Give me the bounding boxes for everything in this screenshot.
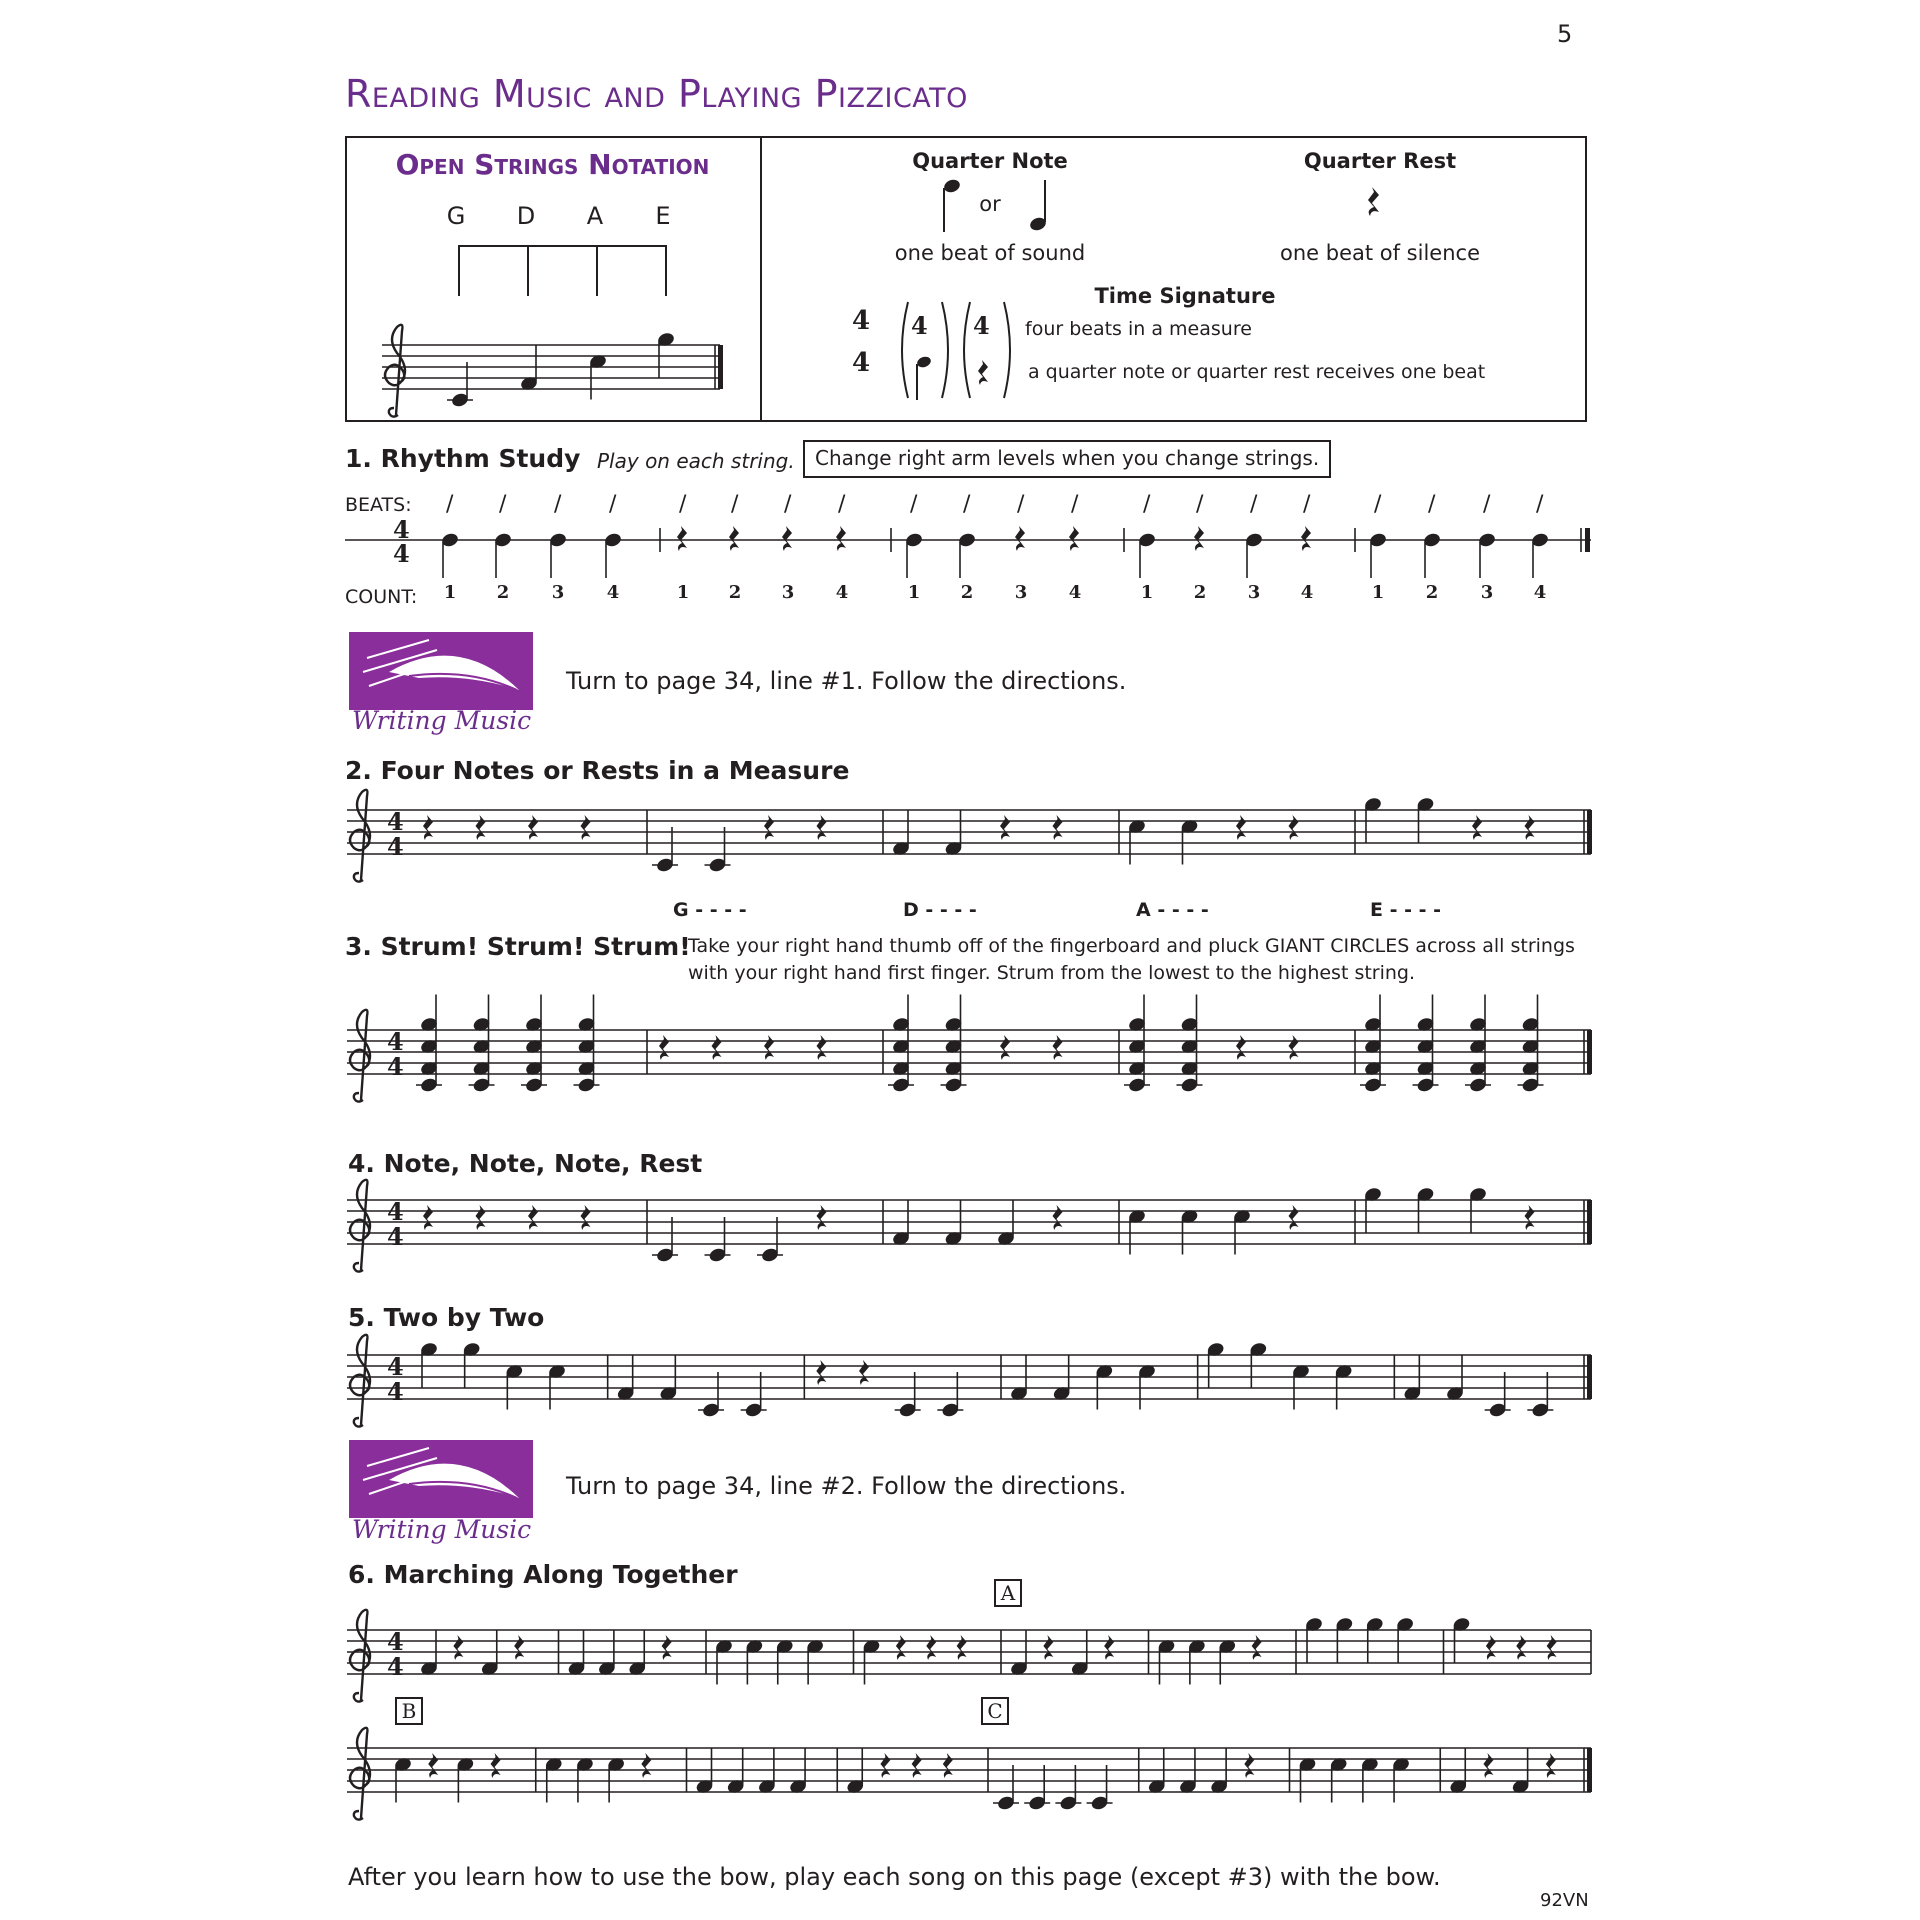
quarter-rest-icon: [1236, 1035, 1246, 1060]
quarter-rest-icon: [1289, 1205, 1299, 1230]
quarter-rest-icon: [1252, 1635, 1262, 1660]
beats-label: BEATS:: [345, 494, 412, 516]
ex2-title: 2. Four Notes or Rests in a Measure: [345, 756, 850, 785]
ex4-staff: [345, 1170, 1595, 1280]
beat-mark: /: [446, 492, 454, 517]
count-label: COUNT:: [345, 586, 418, 608]
count-number: 4: [606, 582, 620, 603]
count-number: 1: [907, 582, 921, 603]
quarter-rest-icon: [528, 1205, 538, 1230]
final-barline-thick: [1587, 1030, 1592, 1074]
count-number: 1: [676, 582, 690, 603]
open-strings-title: Open Strings Notation: [395, 148, 710, 181]
count-number: 4: [835, 582, 849, 603]
time-signature-top: 4: [387, 807, 404, 836]
count-number: 1: [1371, 582, 1385, 603]
quarter-rest-icon: [729, 526, 739, 551]
quarter-rest-icon: [1194, 526, 1204, 551]
quarter-note-or: or: [979, 192, 1001, 216]
rhythm-line: [345, 510, 1595, 590]
beat-mark: /: [963, 492, 971, 517]
beat-mark: /: [609, 492, 617, 517]
count-number: 3: [1480, 582, 1494, 603]
quarter-rest-icon: [764, 1035, 774, 1060]
time-signature-bottom: 4: [387, 1052, 404, 1081]
time-signature-bottom: 4: [387, 1377, 404, 1406]
quarter-rest-icon: [764, 815, 774, 840]
beat-mark: /: [1250, 492, 1258, 517]
quarter-rest-icon: [1301, 526, 1311, 551]
footer-instruction: After you learn how to use the bow, play each song on this page (except #3) with the bow.: [348, 1863, 1441, 1891]
quarter-rest-icon: [1000, 815, 1010, 840]
count-number: 2: [728, 582, 742, 603]
beat-mark: /: [1196, 492, 1204, 517]
quarter-note-title: Quarter Note: [912, 149, 1068, 173]
time-signature-bottom: 4: [387, 1652, 404, 1681]
quarter-rest-icon: [453, 1635, 463, 1660]
ex2-label-d: D - - - -: [903, 899, 977, 921]
quarter-rest-icon: [817, 1035, 827, 1060]
ex3-text-line2: with your right hand first finger. Strum from the lowest to the highest string.: [688, 962, 1416, 984]
beat-mark: /: [784, 492, 792, 517]
quarter-rest-icon: [926, 1635, 936, 1660]
rehearsal-mark-b: B: [395, 1697, 423, 1725]
ex1-instruction: Play on each string.: [597, 449, 795, 473]
time-signature-bottom: 4: [387, 832, 404, 861]
quarter-rest-icon: [817, 1205, 827, 1230]
page-title: Reading Music and Playing Pizzicato: [345, 72, 968, 116]
quarter-rest-icon: [491, 1753, 501, 1778]
writing-music-label-2: Writing Music: [352, 1515, 532, 1544]
ex5-title: 5. Two by Two: [348, 1303, 545, 1332]
beat-mark: /: [499, 492, 507, 517]
quarter-rest-title: Quarter Rest: [1303, 149, 1457, 173]
quarter-rest-icon: [836, 526, 846, 551]
ex6-staff-line1: [345, 1600, 1595, 1710]
quarter-rest-icon: [859, 1360, 869, 1385]
treble-clef-icon: [350, 1010, 370, 1102]
count-number: 1: [1140, 582, 1154, 603]
treble-clef-icon: [350, 790, 370, 882]
page-number: 5: [1557, 20, 1573, 48]
time-signature-top-text: four beats in a measure: [1025, 318, 1252, 340]
quarter-rest-icon: [476, 815, 486, 840]
treble-clef-icon: [350, 1610, 370, 1702]
beat-mark: /: [1303, 492, 1311, 517]
quarter-rest-icon: [1053, 815, 1063, 840]
beat-mark: /: [838, 492, 846, 517]
quarter-rest-icon: [1289, 1035, 1299, 1060]
quarter-rest-icon: [1483, 1753, 1493, 1778]
quarter-rest-icon: [423, 815, 433, 840]
count-number: 2: [960, 582, 974, 603]
count-number: 3: [781, 582, 795, 603]
quarter-rest-icon: [1472, 815, 1482, 840]
quarter-rest-icon: [1525, 815, 1535, 840]
quarter-rest-icon: [423, 1205, 433, 1230]
quill-icon: [349, 1440, 533, 1518]
quarter-rest-caption: one beat of silence: [1279, 241, 1480, 265]
time-signature-bottom: 4: [393, 539, 410, 568]
writing-music-text-2: Turn to page 34, line #2. Follow the directions.: [566, 1472, 1127, 1500]
time-signature-top: 4: [387, 1627, 404, 1656]
quarter-rest-icon: [943, 1753, 953, 1778]
quarter-rest-icon: [428, 1753, 438, 1778]
quarter-rest-icon: [1516, 1635, 1526, 1660]
time-signature-title: Time Signature: [1094, 284, 1276, 308]
quarter-rest-icon: [880, 1753, 890, 1778]
time-signature-top: 4: [387, 1027, 404, 1056]
string-label-a: A: [586, 202, 604, 230]
ex2-staff: [345, 780, 1595, 890]
ex3-staff: [345, 1000, 1595, 1120]
quarter-rest-icon: [1236, 815, 1246, 840]
quarter-rest-icon: [1547, 1635, 1557, 1660]
quarter-rest-icon: [957, 1635, 967, 1660]
ex1-tip-box: Change right arm levels when you change strings.: [803, 440, 1331, 478]
quarter-rest-icon: [1244, 1753, 1254, 1778]
quarter-rest-icon: [1015, 526, 1025, 551]
quarter-rest-icon: [1069, 526, 1079, 551]
beat-mark: /: [1536, 492, 1544, 517]
beat-mark: /: [554, 492, 562, 517]
writing-music-logo-2: [349, 1440, 533, 1518]
quarter-rest-icon: [514, 1635, 524, 1660]
time-signature-bottom-numeral: 4: [852, 348, 871, 378]
string-label-g: G: [446, 202, 466, 230]
time-signature-paren-numeral-1: 4: [911, 311, 928, 340]
count-number: 2: [1193, 582, 1207, 603]
ex5-staff: [345, 1325, 1595, 1435]
ex1-title: 1. Rhythm Study: [345, 444, 581, 473]
beat-mark: /: [1374, 492, 1382, 517]
writing-music-text-1: Turn to page 34, line #1. Follow the directions.: [566, 667, 1127, 695]
ex2-label-a: A - - - -: [1136, 899, 1209, 921]
writing-music-label-1: Writing Music: [352, 706, 532, 735]
final-barline-thick: [1587, 1748, 1592, 1792]
ex3-title: 3. Strum! Strum! Strum!: [345, 932, 691, 961]
final-barline-thick: [1585, 528, 1590, 552]
quarter-rest-icon: [1104, 1635, 1114, 1660]
final-barline-thick: [1587, 810, 1592, 854]
quarter-rest-icon: [528, 815, 538, 840]
time-signature-top: 4: [393, 515, 410, 544]
quarter-rest-icon: [817, 815, 827, 840]
count-number: 4: [1068, 582, 1082, 603]
quarter-rest-icon: [476, 1205, 486, 1230]
string-label-d: D: [516, 202, 536, 230]
quarter-rest-icon: [1053, 1205, 1063, 1230]
count-number: 1: [443, 582, 457, 603]
quarter-rest-icon: [677, 526, 687, 551]
quarter-rest-icon: [581, 1205, 591, 1230]
quarter-rest-icon: [1289, 815, 1299, 840]
time-signature-bottom: 4: [387, 1222, 404, 1251]
beat-mark: /: [1017, 492, 1025, 517]
final-barline-thick: [1587, 1200, 1592, 1244]
beat-mark: /: [910, 492, 918, 517]
quarter-rest-icon: [912, 1753, 922, 1778]
rehearsal-mark-c: C: [981, 1697, 1009, 1725]
treble-clef-icon: [350, 1335, 370, 1427]
count-number: 3: [551, 582, 565, 603]
count-number: 2: [496, 582, 510, 603]
ex6-title: 6. Marching Along Together: [348, 1560, 738, 1589]
rehearsal-mark-a: A: [994, 1579, 1022, 1607]
quarter-rest-icon: [581, 815, 591, 840]
quill-icon: [349, 632, 533, 710]
quarter-rest-icon: [641, 1753, 651, 1778]
quarter-rest-icon: [816, 1360, 826, 1385]
ex6-staff-line2: [345, 1718, 1595, 1828]
ex4-title: 4. Note, Note, Note, Rest: [348, 1149, 703, 1178]
treble-clef-icon: [350, 1180, 370, 1272]
quarter-rest-icon: [659, 1035, 669, 1060]
time-signature-paren-numeral-2: 4: [973, 311, 990, 340]
count-number: 4: [1300, 582, 1314, 603]
beat-mark: /: [679, 492, 687, 517]
ex3-text-line1: Take your right hand thumb off of the fingerboard and pluck GIANT CIRCLES across all strings: [688, 935, 1575, 957]
treble-clef-icon: [350, 1728, 370, 1820]
time-signature-top-numeral: 4: [852, 306, 871, 336]
time-signature-top: 4: [387, 1197, 404, 1226]
ex2-label-g: G - - - -: [673, 899, 747, 921]
quarter-rest-icon: [782, 526, 792, 551]
beat-mark: /: [1143, 492, 1151, 517]
count-number: 3: [1247, 582, 1261, 603]
beat-mark: /: [1483, 492, 1491, 517]
writing-music-logo-1: [349, 632, 533, 710]
quarter-rest-icon: [662, 1635, 672, 1660]
beat-mark: /: [1071, 492, 1079, 517]
final-barline-thick: [1587, 1355, 1592, 1399]
beat-mark: /: [1428, 492, 1436, 517]
quarter-note-caption: one beat of sound: [894, 241, 1086, 265]
quarter-rest-icon: [1053, 1035, 1063, 1060]
quarter-rest-icon: [1486, 1635, 1496, 1660]
catalog-code: 92VN: [1540, 1890, 1589, 1911]
ex2-label-e: E - - - -: [1370, 899, 1441, 921]
quarter-rest-icon: [1043, 1635, 1053, 1660]
string-label-e: E: [655, 202, 671, 230]
quarter-rest-icon: [1546, 1753, 1556, 1778]
time-signature-top: 4: [387, 1352, 404, 1381]
beat-mark: /: [731, 492, 739, 517]
quarter-rest-icon: [712, 1035, 722, 1060]
count-number: 2: [1425, 582, 1439, 603]
quarter-rest-icon: [1525, 1205, 1535, 1230]
time-signature-bottom-text: a quarter note or quarter rest receives one beat: [1028, 361, 1486, 383]
count-number: 3: [1014, 582, 1028, 603]
count-number: 4: [1533, 582, 1547, 603]
quarter-rest-icon: [1000, 1035, 1010, 1060]
quarter-rest-icon: [896, 1635, 906, 1660]
